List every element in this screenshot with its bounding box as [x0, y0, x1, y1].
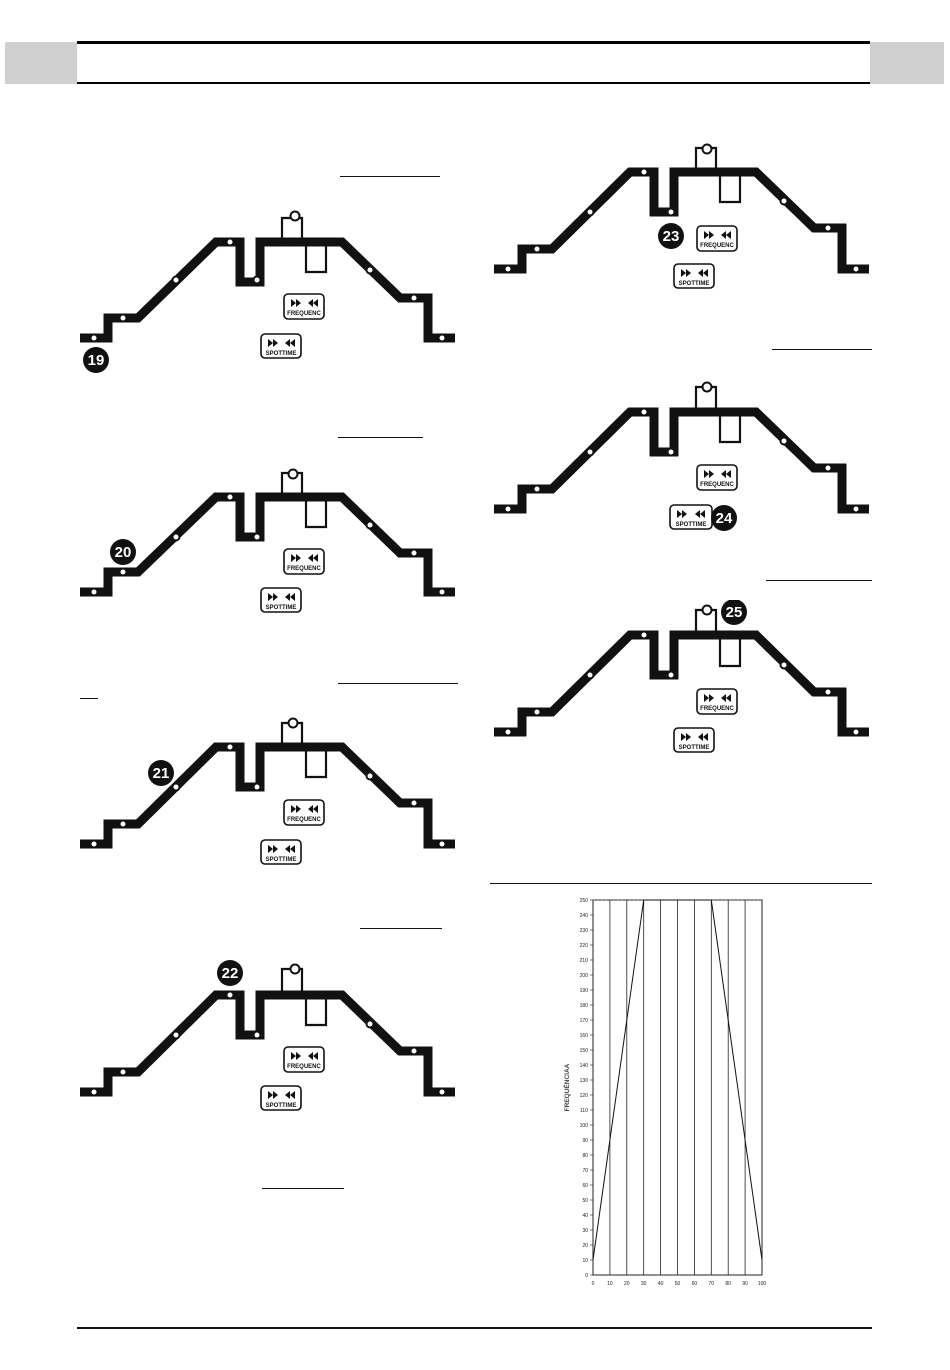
step-badge-number: 23 [662, 228, 680, 245]
frequency-button-label: FREQUENC [287, 1064, 321, 1070]
frequency-button-label: FREQUENC [700, 706, 734, 712]
heading-underline [80, 698, 98, 699]
y-tick-label: 0 [585, 1273, 588, 1279]
y-tick-label: 190 [579, 988, 588, 994]
step-badge-number: 19 [87, 352, 105, 369]
y-tick-label: 130 [579, 1078, 588, 1084]
y-tick-label: 100 [579, 1123, 588, 1129]
spottime-button[interactable] [261, 1086, 301, 1110]
y-tick-label: 110 [580, 1108, 588, 1114]
frequency-button-label: FREQUENC [700, 243, 734, 249]
weld-program-diagram [494, 378, 874, 538]
x-tick-label: 10 [607, 1281, 613, 1287]
frequency-button[interactable] [284, 294, 324, 319]
y-tick-label: 180 [579, 1003, 588, 1009]
heading-underline [338, 683, 458, 684]
y-tick-label: 250 [579, 898, 588, 904]
y-axis-label: FREQUÊNCIAA [564, 1063, 571, 1112]
y-tick-label: 220 [579, 943, 588, 949]
spottime-button[interactable] [261, 840, 301, 864]
step-badge-number: 22 [221, 965, 239, 982]
weld-program-diagram [80, 465, 460, 615]
footer-rule [77, 1327, 872, 1329]
step-badge-number: 20 [114, 544, 132, 561]
heading-underline [490, 883, 872, 884]
frequency-chart [555, 890, 785, 1300]
weld-program-diagram [80, 210, 460, 380]
x-tick-label: 40 [657, 1281, 664, 1287]
y-tick-label: 230 [579, 928, 588, 934]
frequency-button[interactable] [284, 549, 324, 574]
x-tick-label: 30 [640, 1281, 647, 1287]
x-tick-label: 60 [691, 1281, 698, 1287]
spottime-button[interactable] [261, 334, 301, 358]
spottime-button-label: SPOTTIME [265, 351, 297, 357]
weld-program-diagram [80, 715, 460, 870]
y-tick-label: 10 [582, 1258, 588, 1264]
frequency-button[interactable] [697, 689, 737, 714]
y-tick-label: 50 [582, 1198, 588, 1204]
y-tick-label: 30 [582, 1228, 588, 1234]
spottime-button[interactable] [674, 264, 714, 288]
y-tick-label: 210 [579, 958, 588, 964]
header-right-tab [870, 42, 944, 84]
y-tick-label: 140 [579, 1063, 588, 1069]
spottime-button-label: SPOTTIME [265, 1103, 297, 1109]
spottime-button-label: SPOTTIME [675, 522, 707, 528]
weld-program-diagram [494, 600, 874, 760]
frequency-button-label: FREQUENC [287, 566, 321, 572]
y-tick-label: 20 [582, 1243, 588, 1249]
frequency-button[interactable] [284, 1047, 324, 1072]
spottime-button[interactable] [674, 728, 714, 752]
y-tick-label: 90 [582, 1138, 588, 1144]
y-tick-label: 60 [582, 1183, 588, 1189]
frequency-button[interactable] [284, 800, 324, 825]
frequency-button[interactable] [697, 465, 737, 490]
spottime-button-label: SPOTTIME [678, 281, 710, 287]
spottime-button-label: SPOTTIME [265, 605, 297, 611]
y-tick-label: 150 [579, 1048, 588, 1054]
x-tick-label: 50 [674, 1281, 681, 1287]
y-tick-label: 70 [582, 1168, 588, 1174]
y-tick-label: 160 [579, 1033, 588, 1039]
y-tick-label: 200 [579, 973, 588, 979]
heading-underline [262, 1188, 344, 1189]
step-badge-number: 21 [152, 765, 170, 782]
x-tick-label: 80 [725, 1281, 731, 1287]
x-tick-label: 70 [708, 1281, 715, 1287]
frequency-chart-svg [555, 890, 785, 1300]
step-badge-number: 24 [715, 510, 733, 527]
step-badge-number: 25 [725, 604, 743, 621]
spottime-button-label: SPOTTIME [265, 857, 297, 863]
spottime-button[interactable] [261, 588, 301, 612]
header-top-rule [77, 41, 870, 44]
y-tick-label: 240 [579, 913, 588, 919]
header-bottom-rule [77, 82, 870, 84]
x-tick-label: 90 [742, 1281, 748, 1287]
heading-underline [338, 437, 423, 438]
weld-program-diagram [494, 140, 874, 295]
frequency-button-label: FREQUENC [287, 817, 321, 823]
heading-underline [766, 580, 872, 581]
x-tick-label: 100 [757, 1281, 767, 1287]
y-tick-label: 170 [579, 1018, 588, 1024]
frequency-button-label: FREQUENC [700, 482, 734, 488]
spottime-button[interactable] [670, 505, 712, 529]
y-tick-label: 40 [582, 1213, 588, 1219]
header-left-tab [5, 42, 77, 84]
frequency-button-label: FREQUENC [287, 311, 321, 317]
x-tick-label: 0 [591, 1281, 595, 1287]
y-tick-label: 120 [579, 1093, 588, 1099]
heading-underline [340, 176, 440, 177]
spottime-button-label: SPOTTIME [678, 745, 710, 751]
weld-program-diagram [80, 955, 460, 1115]
frequency-button[interactable] [697, 226, 737, 251]
x-tick-label: 20 [624, 1281, 630, 1287]
y-tick-label: 80 [582, 1153, 588, 1159]
heading-underline [360, 928, 442, 929]
heading-underline [772, 349, 872, 350]
